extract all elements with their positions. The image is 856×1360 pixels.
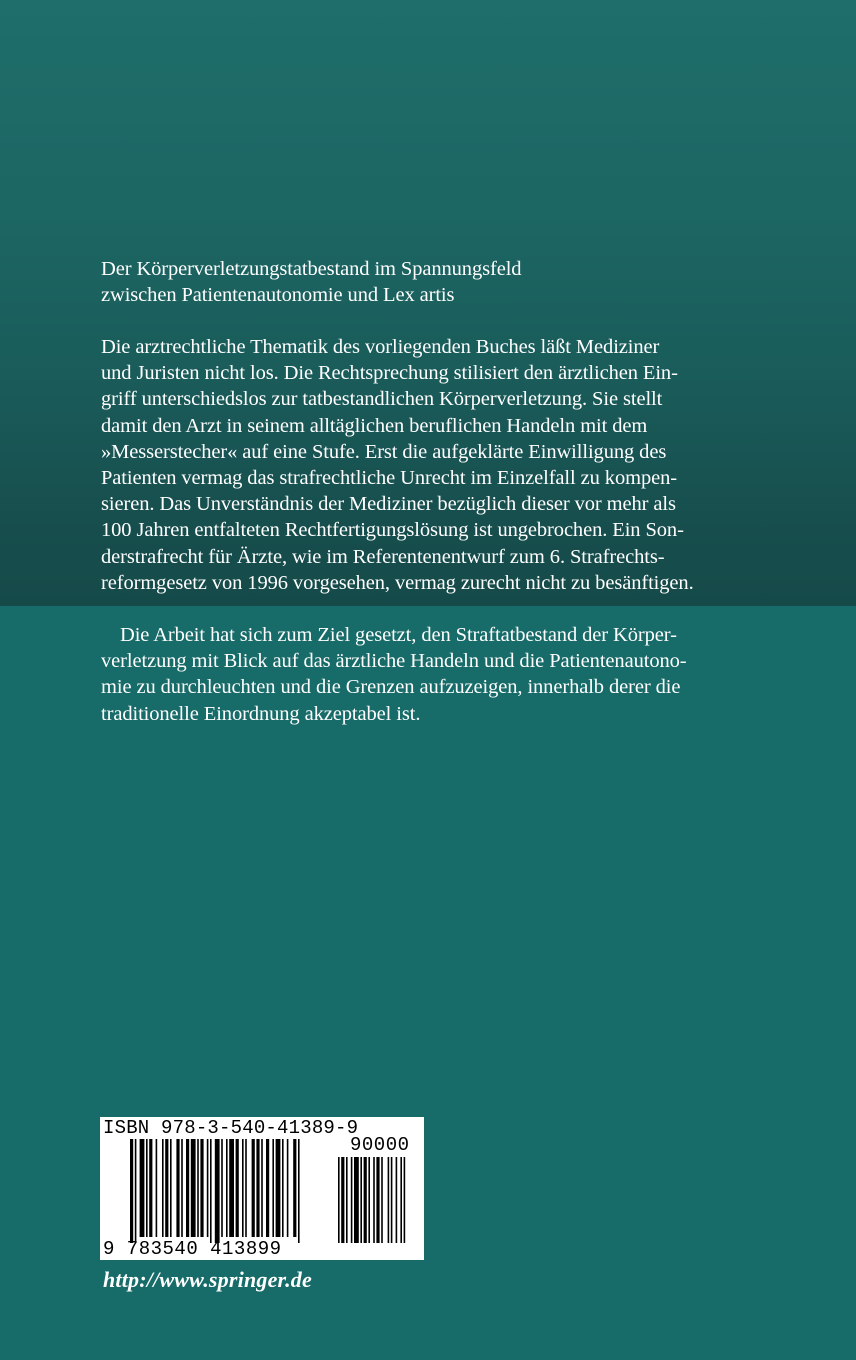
barcode-bar bbox=[200, 1139, 203, 1237]
barcode-addon-bar bbox=[360, 1157, 362, 1243]
paragraph-line: Die Arbeit hat sich zum Ziel gesetzt, den Straftatbestand der Körper- bbox=[120, 624, 677, 646]
isbn-label: ISBN 978-3-540-41389-9 bbox=[103, 1117, 359, 1139]
barcode-bar bbox=[266, 1139, 269, 1237]
barcode-bar bbox=[242, 1139, 244, 1237]
barcode-bar bbox=[221, 1139, 223, 1237]
paragraph-line: mie zu durchleuchten und die Grenzen aufzuzeigen, innerhalb derer die bbox=[101, 676, 681, 699]
paragraph-line: sieren. Das Unverständnis der Mediziner bezüglich dieser vor mehr als bbox=[101, 493, 676, 516]
barcode-bar bbox=[236, 1139, 239, 1237]
barcode-bar bbox=[276, 1139, 281, 1237]
barcode-addon-bar bbox=[391, 1157, 393, 1243]
barcode-addon-bar bbox=[346, 1157, 348, 1243]
barcode-bar bbox=[226, 1139, 228, 1237]
barcode-bar bbox=[170, 1139, 172, 1237]
price-addon-code: 90000 bbox=[350, 1134, 410, 1156]
barcode-addon-bar bbox=[338, 1157, 340, 1243]
barcode-bar bbox=[207, 1139, 209, 1237]
publisher-website: http://www.springer.de bbox=[103, 1267, 312, 1292]
barcode-bar bbox=[186, 1139, 189, 1237]
barcode-bar bbox=[282, 1139, 284, 1237]
paragraph-line: griff unterschiedslos zur tatbestandlichen Körperverletzung. Sie stellt bbox=[101, 388, 663, 411]
barcode-bar bbox=[130, 1139, 133, 1243]
barcode-addon-bar bbox=[388, 1157, 390, 1243]
barcode-bar bbox=[146, 1139, 148, 1237]
paragraph-line: derstrafrecht für Ärzte, wie im Referentenentwurf zum 6. Strafrechts- bbox=[101, 545, 665, 568]
barcode-addon-bar bbox=[376, 1157, 379, 1243]
barcode-addon-bar bbox=[400, 1157, 402, 1243]
paragraph-line: verletzung mit Blick auf das ärztliche Handeln und die Patientenautono- bbox=[101, 650, 687, 673]
ean-digits: 9 783540 413899 bbox=[103, 1238, 282, 1260]
barcode-addon-bar bbox=[373, 1157, 375, 1243]
subtitle-line: Der Körperverletzungstatbestand im Spannungsfeld bbox=[101, 258, 522, 280]
isbn-barcode bbox=[100, 1117, 424, 1260]
barcode-bar bbox=[181, 1139, 183, 1237]
description-paragraph-2 bbox=[101, 622, 741, 727]
barcode-addon-bar bbox=[354, 1157, 359, 1243]
barcode-bar bbox=[298, 1139, 300, 1243]
barcode-bar bbox=[256, 1139, 259, 1237]
barcode-addon-bar bbox=[341, 1157, 344, 1243]
paragraph-line: und Juristen nicht los. Die Rechtsprechung stilisiert den ärztlichen Ein- bbox=[101, 362, 678, 385]
barcode-addon-bar bbox=[368, 1157, 370, 1243]
barcode-bar bbox=[191, 1139, 196, 1237]
description-paragraph-1 bbox=[101, 334, 741, 596]
barcode-bar bbox=[176, 1139, 179, 1237]
barcode-bar bbox=[135, 1139, 137, 1243]
barcode-addon-bar bbox=[351, 1157, 353, 1243]
paragraph-line: damit den Arzt in seinem alltäglichen beruflichen Handeln mit dem bbox=[101, 414, 648, 437]
paragraph-line: Die arztrechtliche Thematik des vorliegenden Buches läßt Mediziner bbox=[101, 336, 660, 358]
barcode-bar bbox=[287, 1139, 289, 1237]
paragraph-line: Patienten vermag das strafrechtliche Unrecht im Einzelfall zu kompen- bbox=[101, 467, 677, 490]
barcode-bar bbox=[156, 1139, 158, 1237]
barcode-addon-bar bbox=[364, 1157, 367, 1243]
barcode-bar bbox=[293, 1139, 296, 1237]
subtitle-line: zwischen Patientenautonomie und Lex artis bbox=[101, 284, 455, 307]
barcode-bar bbox=[162, 1139, 164, 1237]
barcode-bar bbox=[261, 1139, 263, 1237]
barcode-bar bbox=[197, 1139, 199, 1237]
barcode-addon-bar bbox=[404, 1157, 406, 1243]
barcode-addon-bar bbox=[381, 1157, 383, 1243]
paragraph-line: »Messerstecher« auf eine Stufe. Erst die aufgeklärte Einwilligung des bbox=[101, 440, 667, 463]
barcode-bar bbox=[245, 1139, 247, 1237]
barcode-bar bbox=[149, 1139, 152, 1237]
barcode-addon-bar bbox=[396, 1157, 398, 1243]
paragraph-line: 100 Jahren entfalteten Rechtfertigungslösung ist ungebrochen. Ein Son- bbox=[101, 519, 684, 542]
barcode-bar bbox=[272, 1139, 274, 1237]
subtitle bbox=[101, 256, 741, 308]
barcode-bar bbox=[210, 1139, 212, 1243]
barcode-bar bbox=[229, 1139, 234, 1237]
barcode-bar bbox=[140, 1139, 145, 1237]
barcode-bar bbox=[252, 1139, 255, 1237]
paragraph-line: reformgesetz von 1996 vorgesehen, vermag zurecht nicht zu besänftigen. bbox=[101, 571, 694, 594]
barcode-bar bbox=[215, 1139, 220, 1243]
barcode-bar bbox=[165, 1139, 168, 1237]
paragraph-line: traditionelle Einordnung akzeptabel ist. bbox=[101, 702, 421, 725]
